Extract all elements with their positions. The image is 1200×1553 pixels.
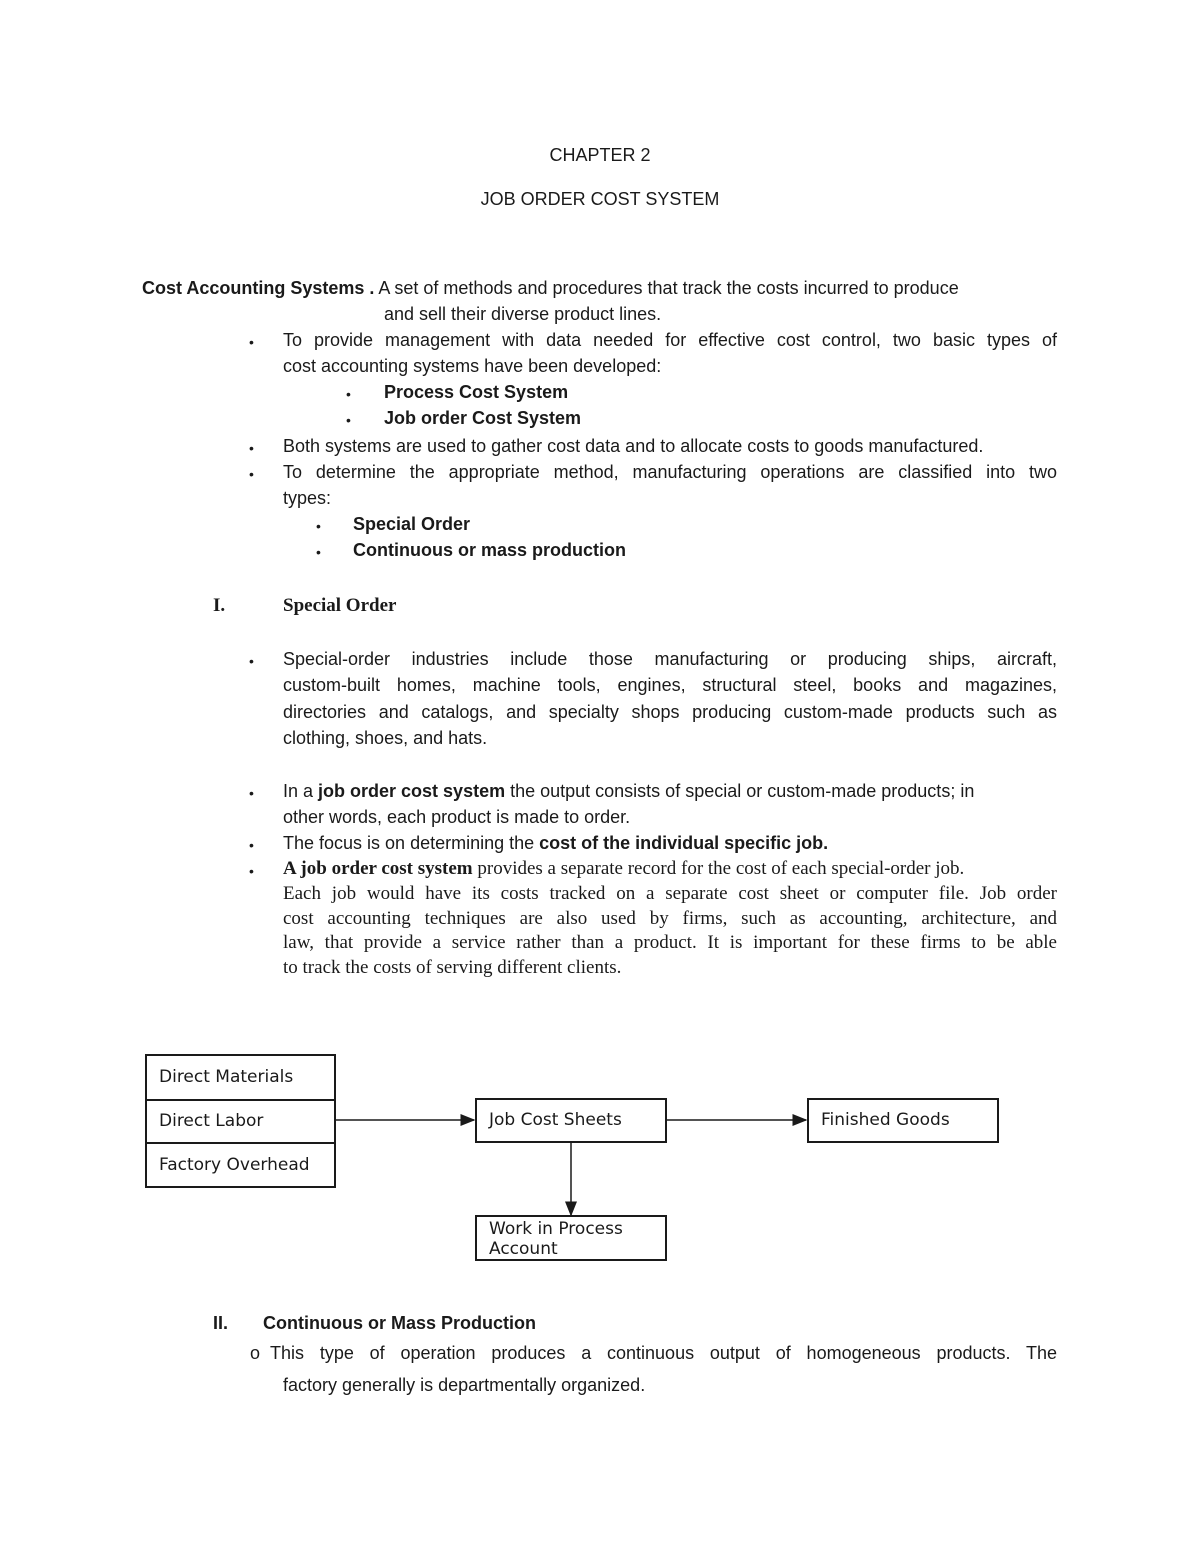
circle-bullet-marker: o xyxy=(250,1343,261,1363)
p3-bold: cost of the individual specific job. xyxy=(539,833,829,853)
box-direct-materials: Direct Materials xyxy=(145,1054,336,1101)
sub-bullet-process-cost: Process Cost System xyxy=(384,382,569,402)
bullet-marker: • xyxy=(249,837,254,853)
sub-bullet-continuous: Continuous or mass production xyxy=(353,540,626,560)
section-1-heading: Special Order xyxy=(283,595,397,616)
p4-line2: Each job would have its costs tracked on a separate cost sheet or computer file. Job order xyxy=(283,883,1057,904)
section-1-numeral: I. xyxy=(213,595,226,616)
bullet-1-line1: To provide management with data needed for effective cost control, two basic types of xyxy=(283,330,1057,350)
box-job-cost-sheets: Job Cost Sheets xyxy=(475,1098,667,1143)
wip-line1: Work in Process xyxy=(489,1219,623,1239)
sub-bullet-marker: • xyxy=(316,544,321,560)
chapter-title: JOB ORDER COST SYSTEM xyxy=(480,189,720,209)
intro-term: Cost Accounting Systems . xyxy=(142,278,375,298)
bullet-marker: • xyxy=(249,466,254,482)
job-order-p2-line2: other words, each product is made to order. xyxy=(283,807,631,827)
bullet-marker: • xyxy=(249,334,254,350)
bullet-marker: • xyxy=(249,863,254,879)
special-order-p1-line2: custom-built homes, machine tools, engines, structural steel, books and magazines, xyxy=(283,675,1057,695)
box-finished-goods: Finished Goods xyxy=(807,1098,999,1143)
box-factory-overhead: Factory Overhead xyxy=(145,1142,336,1188)
box-work-in-process xyxy=(475,1215,667,1261)
p2-pre: In a xyxy=(283,781,319,801)
bullet-marker: • xyxy=(249,440,254,456)
p4-line5: to track the costs of serving different clients. xyxy=(283,957,622,978)
continuous-p1-line1: This type of operation produces a continuous output of homogeneous products. The xyxy=(270,1343,1057,1363)
sub-bullet-marker: • xyxy=(316,518,321,534)
bullet-3-line2: types: xyxy=(283,488,332,508)
section-2-numeral: II. xyxy=(213,1313,229,1333)
p4-rest: provides a separate record for the cost of each special-order job. xyxy=(472,858,965,879)
sub-bullet-marker: • xyxy=(346,386,351,402)
p4-line3: cost accounting techniques are also used by firms, such as accounting, architecture, and xyxy=(283,908,1057,929)
continuous-p1-line2: factory generally is departmentally organized. xyxy=(283,1375,646,1395)
section-2-heading: Continuous or Mass Production xyxy=(263,1313,536,1333)
p4-bold: A job order cost system xyxy=(283,858,473,879)
sub-bullet-job-order-cost: Job order Cost System xyxy=(384,408,582,428)
bullet-2: Both systems are used to gather cost data and to allocate costs to goods manufactured. xyxy=(283,436,984,456)
wip-line2: Account xyxy=(489,1239,558,1259)
bullet-marker: • xyxy=(249,653,254,669)
bullet-marker: • xyxy=(249,785,254,801)
chapter-label: CHAPTER 2 xyxy=(549,145,651,165)
p4-line4: law, that provide a service rather than a product. It is important for these firms to be able xyxy=(283,932,1057,953)
sub-bullet-special-order: Special Order xyxy=(353,514,471,534)
p3-pre: The focus is on determining the xyxy=(283,833,540,853)
intro-definition-text: A set of methods and procedures that track the costs incurred to produce xyxy=(374,278,959,298)
intro-definition-line2: and sell their diverse product lines. xyxy=(384,304,662,324)
special-order-p1-line3: directories and catalogs, and specialty shops producing custom-made products such as xyxy=(283,702,1057,722)
p2-bold-term: job order cost system xyxy=(318,781,506,801)
sub-bullet-marker: • xyxy=(346,412,351,428)
special-order-p1-line4: clothing, shoes, and hats. xyxy=(283,728,488,748)
box-direct-labor: Direct Labor xyxy=(145,1099,336,1144)
p2-rest: the output consists of special or custom-made products; in xyxy=(505,781,975,801)
bullet-3-line1: To determine the appropriate method, manufacturing operations are classified into two xyxy=(283,462,1057,482)
bullet-1-line2: cost accounting systems have been developed: xyxy=(283,356,662,376)
special-order-p1-line1: Special-order industries include those manufacturing or producing ships, aircraft, xyxy=(283,649,1057,669)
